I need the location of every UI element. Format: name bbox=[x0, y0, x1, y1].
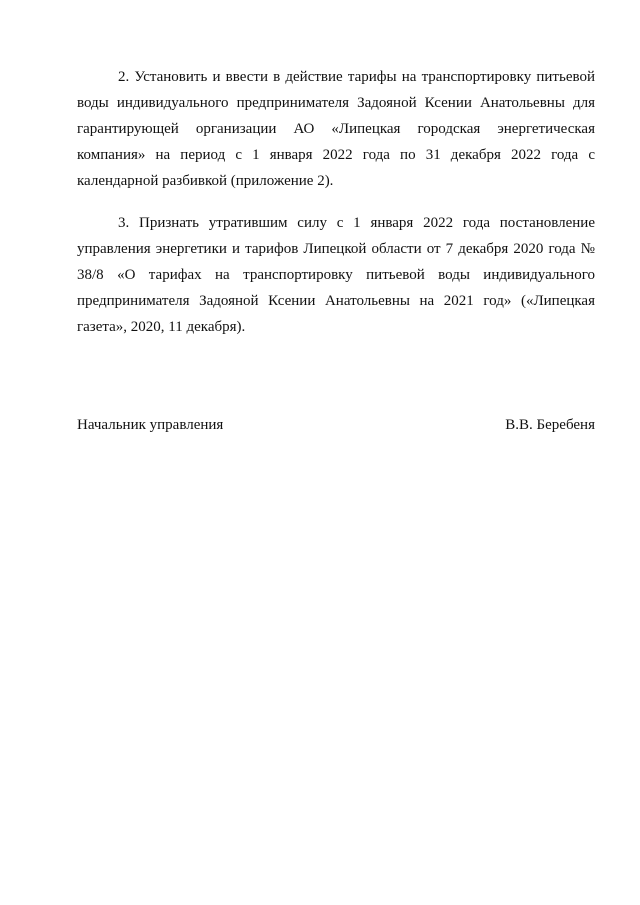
paragraph-3: 3. Признать утратившим силу с 1 января 2022 года постановление управления энергетики и тарифов Липецкой области от 7 декабря 2020 года № 38/8 «О тарифах на транспортировку питьевой воды индивидуального предпринимателя Задояной Ксении Анатольевны на 2021 год» («Липецкая газета», 2020, 11 декабря). bbox=[77, 215, 595, 335]
document-body bbox=[77, 64, 595, 356]
paragraph-2: 2. Установить и ввести в действие тарифы на транспортировку питьевой воды индивидуального предпринимателя Задояной Ксении Анатольевны для гарантирующей организации АО «Липецкая городская энергетическая компания» на период с 1 января 2022 года по 31 декабря 2022 года с календарной разбивкой (приложение 2). bbox=[77, 69, 595, 189]
signatory-position: Начальник управления bbox=[77, 417, 224, 433]
signature-block bbox=[77, 414, 595, 436]
signatory-name: В.В. Беребеня bbox=[505, 417, 595, 433]
